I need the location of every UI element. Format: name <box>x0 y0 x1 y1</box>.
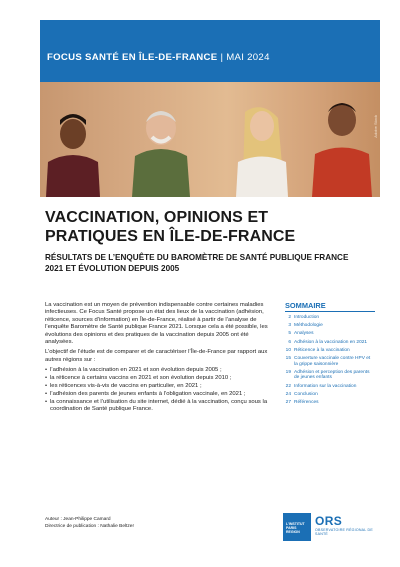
toc-item-label: Couverture vaccinale contre HPV et la grippe saisonnière <box>294 355 371 367</box>
toc-item-label: Introduction <box>294 315 320 320</box>
banner-date: MAI 2024 <box>226 52 270 63</box>
toc-item-label: Adhésion à la vaccination en 2021 <box>294 339 368 345</box>
objective-item: • la réticence à certains vaccins en 2021 et son évolution depuis 2010 ; <box>45 375 277 382</box>
toc-item-label: Analyses <box>294 331 314 337</box>
body-text <box>45 302 277 414</box>
toc-page-number: 24 <box>285 391 291 397</box>
banner-label: FOCUS SANTÉ EN ÎLE-DE-FRANCE <box>47 52 218 63</box>
banner-separator: | <box>220 52 224 63</box>
toc-item-label: Références <box>294 399 319 405</box>
objective-paragraph: L’objectif de l’étude est de comparer et de caractériser l’Île-de-France par rapport aux autres régions sur : <box>45 349 268 363</box>
ors-logo-subtitle: OBSERVATOIRE RÉGIONAL DE SANTÉ <box>315 528 373 537</box>
toc-page-number: 15 <box>285 355 291 361</box>
objective-item: • l’adhésion des parents de jeunes enfants à l’obligation vaccinale, en 2021 ; <box>45 391 277 398</box>
objective-item: • l’adhésion à la vaccination en 2021 et son évolution depuis 2005 ; <box>45 367 277 374</box>
toc-item-couverture[interactable] <box>285 356 375 367</box>
page-title: VACCINATION, OPINIONS ET PRATIQUES EN ÎLE-DE-FRANCE <box>45 209 296 245</box>
publication-credits <box>45 516 134 530</box>
toc-page-number: 27 <box>285 399 291 405</box>
toc-item-label: Réticence à la vaccination <box>294 347 350 353</box>
cover-photo-illustration <box>40 82 380 197</box>
institut-paris-region-logo: L’INSTITUT PARIS REGION <box>283 513 311 541</box>
toc-item-adhesion[interactable] <box>285 340 375 346</box>
toc-item-information[interactable] <box>285 384 375 390</box>
photo-credit: Adobe Stock <box>373 115 378 138</box>
toc-item-introduction[interactable] <box>285 315 375 321</box>
toc-page-number: 6 <box>288 339 291 345</box>
author-line: Auteur : Jean-Philippe Camard <box>45 517 111 522</box>
objective-list <box>45 367 277 413</box>
ors-logo: ORS <box>315 514 343 528</box>
toc-item-label: Adhésion et perception des parents de jeunes enfants <box>294 369 370 381</box>
toc-page-number: 5 <box>288 331 291 337</box>
toc-item-label: Méthodologie <box>294 323 323 329</box>
objective-item: • la connaissance et l’utilisation du site internet, dédié à la vaccination, conçu sous la coordination de Santé publique France. <box>45 399 277 414</box>
table-of-contents <box>285 301 375 408</box>
objective-item: • les réticences vis-à-vis de vaccins en particulier, en 2021 ; <box>45 383 277 390</box>
publisher-logos <box>283 513 378 543</box>
toc-page-number: 3 <box>288 323 291 329</box>
toc-page-number: 2 <box>288 315 291 320</box>
banner-title <box>47 52 270 63</box>
director-line: Directrice de publication : Nathalie Beltzer <box>45 524 135 529</box>
toc-item-conclusion[interactable] <box>285 392 375 398</box>
toc-page-number: 10 <box>285 347 291 353</box>
toc-item-parents[interactable] <box>285 370 375 381</box>
toc-item-methodologie[interactable] <box>285 323 375 329</box>
toc-page-number: 22 <box>285 383 291 389</box>
toc-item-label: Conclusion <box>294 391 318 397</box>
intro-paragraph: La vaccination est un moyen de prévention indispensable contre certaines maladies infectieuses. Ce Focus Santé propose un état des lieux de la vaccination (adhésion, réticence, sources d’information) en Île-de-France, réalisé à partir de l’analyse de l’enquête Baromètre de Santé publique France 2021. Lorsque cela a été possible, les évolutions des opinions et des pratiques de la vaccination depuis 2005 ont été analysées. <box>45 302 268 346</box>
header-banner <box>40 20 380 197</box>
toc-item-reticence[interactable] <box>285 348 375 354</box>
page-subtitle: RÉSULTATS DE L’ENQUÊTE DU BAROMÈTRE DE SANTÉ PUBLIQUE FRANCE 2021 ET ÉVOLUTION DEPUIS 2005 <box>45 253 349 273</box>
toc-page-number: 19 <box>285 369 291 375</box>
toc-item-label: Information sur la vaccination <box>294 383 357 389</box>
toc-item-analyses[interactable] <box>285 331 375 337</box>
toc-item-references[interactable] <box>285 400 375 406</box>
cover-photo <box>40 82 380 197</box>
toc-title: SOMMAIRE <box>285 301 375 312</box>
